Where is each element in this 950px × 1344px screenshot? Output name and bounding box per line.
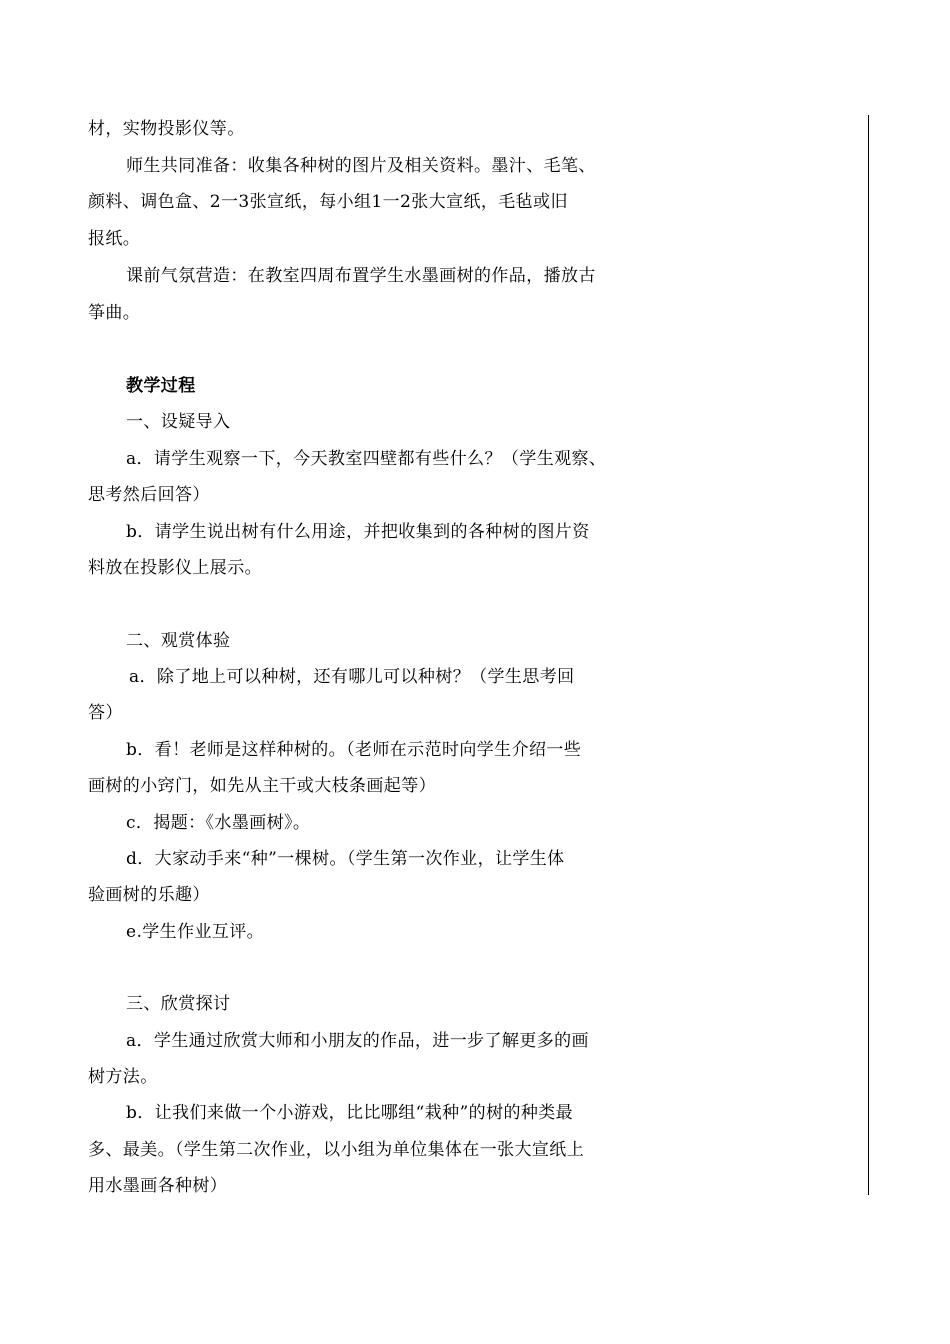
text-line-app-a: a．学生通过欣赏大师和小朋友的作品，进一步了解更多的画 [126,1031,589,1051]
text-line-obs-e: e.学生作业互评。 [126,922,265,942]
text-line-shared-prep: 师生共同准备：收集各种树的图片及相关资料。墨汁、毛笔、 [126,156,596,176]
text-line-atmosphere-end: 筝曲。 [88,303,141,323]
subheading-appreciation: 三、欣赏探讨 [126,994,231,1014]
text-line-intro-a-cont: 思考然后回答） [88,485,210,505]
text-line-obs-d: d．大家动手来“种”一棵树。（学生第一次作业，让学生体 [126,849,565,869]
text-line-atmosphere: 课前气氛营造：在教室四周布置学生水墨画树的作品，播放古 [126,266,596,286]
text-line-app-b-end: 用水墨画各种树） [88,1176,228,1196]
text-line-obs-b-cont: 画树的小窍门，如先从主干或大枝条画起等） [88,776,436,796]
text-line-obs-c: c．揭题：《水墨画树》。 [126,813,311,833]
subheading-observation: 二、观赏体验 [126,631,231,651]
text-line-obs-a: a．除了地上可以种树，还有哪儿可以种树？（学生思考回 [129,667,575,687]
text-line-shared-prep-cont: 颜料、调色盒、2一3张宣纸，每小组1一2张大宣纸，毛毡或旧 [88,192,568,212]
text-line-shared-prep-end: 报纸。 [88,229,141,249]
subheading-introduction: 一、设疑导入 [126,412,231,432]
text-line-obs-b: b．看！老师是这样种树的。（老师在示范时向学生介绍一些 [126,740,582,760]
text-line-app-b-cont: 多、最美。（学生第二次作业，以小组为单位集体在一张大宣纸上 [88,1140,585,1160]
text-line-app-a-cont: 树方法。 [88,1067,158,1087]
text-line-app-b: b．让我们来做一个小游戏，比比哪组“栽种”的树的种类最 [126,1103,574,1123]
text-line-intro-b: b．请学生说出树有什么用途，并把收集到的各种树的图片资 [126,522,590,542]
text-line-intro-b-cont: 料放在投影仪上展示。 [88,558,262,578]
text-line-intro-a: a．请学生观察一下，今天教室四壁都有些什么？（学生观察、 [126,449,607,469]
text-line-obs-d-cont: 验画树的乐趣） [88,885,210,905]
text-line-materials-end: 材，实物投影仪等。 [88,119,245,139]
text-line-obs-a-cont: 答） [88,703,123,723]
section-heading-teaching-process: 教学过程 [126,376,196,396]
